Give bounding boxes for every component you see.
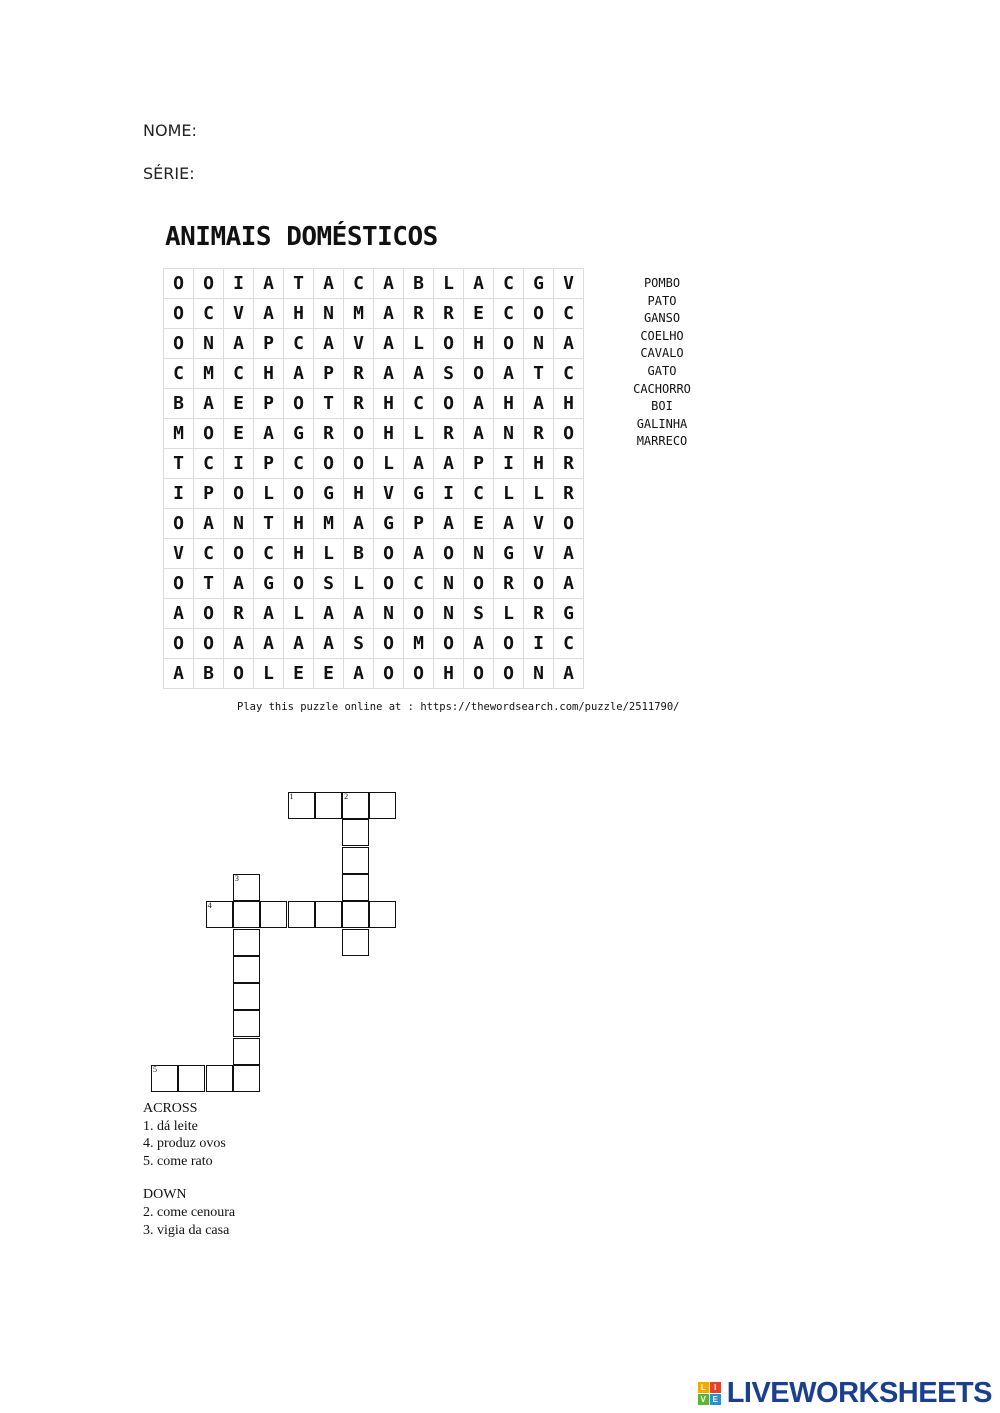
letter-cell[interactable]: N bbox=[314, 299, 344, 329]
grid-row bbox=[164, 269, 584, 299]
letter-cell[interactable]: O bbox=[434, 329, 464, 359]
letter-cell[interactable]: O bbox=[554, 419, 584, 449]
letter-cell[interactable]: N bbox=[194, 329, 224, 359]
crossword-cell[interactable] bbox=[342, 929, 369, 956]
crossword-cell[interactable] bbox=[288, 792, 315, 819]
letter-cell[interactable]: O bbox=[284, 389, 314, 419]
clue-number: 3 bbox=[234, 873, 239, 883]
letter-cell[interactable]: B bbox=[404, 269, 434, 299]
letter-cell[interactable]: R bbox=[344, 359, 374, 389]
letter-cell[interactable]: O bbox=[524, 569, 554, 599]
grid-row bbox=[164, 629, 584, 659]
crossword-cell[interactable] bbox=[260, 901, 287, 928]
letter-cell[interactable]: E bbox=[464, 299, 494, 329]
letter-cell[interactable]: R bbox=[554, 449, 584, 479]
letter-cell[interactable]: G bbox=[254, 569, 284, 599]
letter-cell[interactable]: V bbox=[344, 329, 374, 359]
letter-cell[interactable]: R bbox=[344, 389, 374, 419]
letter-cell[interactable]: A bbox=[374, 269, 404, 299]
letter-cell[interactable]: N bbox=[524, 329, 554, 359]
letter-cell[interactable]: O bbox=[404, 599, 434, 629]
letter-cell[interactable]: A bbox=[524, 389, 554, 419]
crossword-cell[interactable] bbox=[288, 901, 315, 928]
logo-tile: L bbox=[698, 1382, 709, 1393]
letter-cell[interactable]: C bbox=[494, 299, 524, 329]
letter-cell[interactable]: V bbox=[524, 509, 554, 539]
word-list-item: GATO bbox=[647, 363, 677, 378]
crossword-cell[interactable] bbox=[342, 847, 369, 874]
clue-number: 2 bbox=[344, 792, 349, 801]
crossword-cell[interactable] bbox=[206, 1065, 233, 1092]
letter-cell[interactable]: R bbox=[554, 479, 584, 509]
letter-cell[interactable]: O bbox=[194, 269, 224, 299]
letter-cell[interactable]: H bbox=[254, 359, 284, 389]
letter-cell[interactable]: O bbox=[164, 329, 194, 359]
word-list-item: COELHO bbox=[640, 328, 684, 343]
crossword-cell[interactable] bbox=[342, 874, 369, 901]
logo-tile: I bbox=[710, 1382, 721, 1393]
letter-cell[interactable]: N bbox=[464, 539, 494, 569]
grade-label: SÉRIE: bbox=[143, 164, 195, 183]
letter-cell[interactable]: M bbox=[164, 419, 194, 449]
crossword-cell[interactable] bbox=[151, 1065, 178, 1092]
letter-cell[interactable]: G bbox=[404, 479, 434, 509]
letter-cell[interactable]: O bbox=[554, 509, 584, 539]
letter-cell[interactable]: O bbox=[344, 449, 374, 479]
letter-cell[interactable]: C bbox=[404, 389, 434, 419]
grid-row bbox=[164, 329, 584, 359]
letter-cell[interactable]: P bbox=[254, 329, 284, 359]
grid-row bbox=[164, 509, 584, 539]
puzzle-online-link-text: Play this puzzle online at : https://thewordsearch.com/puzzle/2511790/ bbox=[237, 701, 680, 713]
crossword-cell[interactable] bbox=[233, 956, 260, 983]
across-clue-list bbox=[143, 1118, 235, 1171]
grid-row bbox=[164, 599, 584, 629]
letter-cell[interactable]: V bbox=[524, 539, 554, 569]
letter-cell[interactable]: O bbox=[494, 659, 524, 689]
letter-cell[interactable]: L bbox=[374, 449, 404, 479]
grid-row bbox=[164, 299, 584, 329]
letter-cell[interactable]: A bbox=[554, 329, 584, 359]
letter-cell[interactable]: S bbox=[434, 359, 464, 389]
letter-cell[interactable]: C bbox=[404, 569, 434, 599]
letter-cell[interactable]: P bbox=[464, 449, 494, 479]
letter-cell[interactable]: A bbox=[314, 599, 344, 629]
letter-cell[interactable]: A bbox=[464, 419, 494, 449]
letter-cell[interactable]: C bbox=[194, 299, 224, 329]
liveworksheets-brand bbox=[698, 1376, 992, 1410]
letter-cell[interactable]: A bbox=[314, 329, 344, 359]
letter-cell[interactable]: A bbox=[404, 449, 434, 479]
letter-cell[interactable]: O bbox=[224, 659, 254, 689]
crossword-cell[interactable] bbox=[342, 792, 369, 819]
letter-cell[interactable]: A bbox=[374, 329, 404, 359]
letter-cell[interactable]: A bbox=[374, 359, 404, 389]
letter-cell[interactable]: A bbox=[164, 659, 194, 689]
letter-cell[interactable]: A bbox=[194, 509, 224, 539]
letter-cell[interactable]: A bbox=[404, 539, 434, 569]
letter-cell[interactable]: V bbox=[164, 539, 194, 569]
word-list-item: GANSO bbox=[643, 311, 681, 326]
letter-cell[interactable]: E bbox=[314, 659, 344, 689]
word-list bbox=[622, 275, 702, 451]
letter-cell[interactable]: C bbox=[194, 539, 224, 569]
clue-item: 3. vigia da casa bbox=[143, 1222, 230, 1238]
letter-cell[interactable]: O bbox=[434, 389, 464, 419]
letter-cell[interactable]: B bbox=[344, 539, 374, 569]
letter-cell[interactable]: A bbox=[224, 569, 254, 599]
letter-cell[interactable]: T bbox=[254, 509, 284, 539]
letter-cell[interactable]: O bbox=[194, 419, 224, 449]
letter-cell[interactable]: C bbox=[224, 359, 254, 389]
letter-cell[interactable]: G bbox=[554, 599, 584, 629]
letter-cell[interactable]: E bbox=[224, 389, 254, 419]
letter-cell[interactable]: T bbox=[524, 359, 554, 389]
letter-cell[interactable]: E bbox=[224, 419, 254, 449]
letter-cell[interactable]: L bbox=[344, 569, 374, 599]
clue-item: 1. dá leite bbox=[143, 1118, 198, 1134]
letter-cell[interactable]: G bbox=[524, 269, 554, 299]
letter-cell[interactable]: A bbox=[434, 509, 464, 539]
crossword-cell[interactable] bbox=[178, 1065, 205, 1092]
letter-cell[interactable]: V bbox=[374, 479, 404, 509]
letter-cell[interactable]: A bbox=[404, 359, 434, 389]
letter-cell[interactable]: N bbox=[434, 599, 464, 629]
letter-cell[interactable]: M bbox=[344, 299, 374, 329]
grid-row bbox=[164, 539, 584, 569]
crossword-cell[interactable] bbox=[206, 901, 233, 928]
letter-cell[interactable]: L bbox=[494, 479, 524, 509]
letter-cell[interactable]: A bbox=[464, 269, 494, 299]
letter-cell[interactable]: L bbox=[524, 479, 554, 509]
letter-cell[interactable]: H bbox=[284, 539, 314, 569]
letter-cell[interactable]: B bbox=[194, 659, 224, 689]
letter-cell[interactable]: O bbox=[194, 599, 224, 629]
letter-cell[interactable]: O bbox=[404, 659, 434, 689]
name-label: NOME: bbox=[143, 121, 197, 140]
letter-cell[interactable]: R bbox=[404, 299, 434, 329]
down-title: DOWN bbox=[143, 1187, 187, 1203]
letter-cell[interactable]: L bbox=[404, 329, 434, 359]
letter-cell[interactable]: A bbox=[164, 599, 194, 629]
across-title: ACROSS bbox=[143, 1101, 198, 1116]
letter-cell[interactable]: A bbox=[314, 629, 344, 659]
letter-cell[interactable]: A bbox=[284, 629, 314, 659]
grid-row bbox=[164, 659, 584, 689]
letter-cell[interactable]: H bbox=[434, 659, 464, 689]
grid-row bbox=[164, 419, 584, 449]
letter-cell[interactable]: L bbox=[314, 539, 344, 569]
letter-cell[interactable]: H bbox=[464, 329, 494, 359]
letter-cell[interactable]: C bbox=[464, 479, 494, 509]
letter-cell[interactable]: A bbox=[554, 539, 584, 569]
letter-cell[interactable]: O bbox=[164, 509, 194, 539]
word-list-item: POMBO bbox=[643, 276, 681, 290]
logo-tile: V bbox=[698, 1394, 709, 1405]
letter-cell[interactable]: M bbox=[404, 629, 434, 659]
letter-cell[interactable]: M bbox=[314, 509, 344, 539]
letter-cell[interactable]: O bbox=[164, 629, 194, 659]
letter-cell[interactable]: P bbox=[254, 449, 284, 479]
clue-number: 1 bbox=[289, 792, 294, 801]
letter-cell[interactable]: H bbox=[554, 389, 584, 419]
crossword-cell[interactable] bbox=[315, 901, 342, 928]
letter-cell[interactable]: T bbox=[194, 569, 224, 599]
letter-cell[interactable]: G bbox=[374, 509, 404, 539]
letter-cell[interactable]: O bbox=[494, 329, 524, 359]
letter-cell[interactable]: R bbox=[494, 569, 524, 599]
letter-cell[interactable]: L bbox=[284, 599, 314, 629]
letter-cell[interactable]: O bbox=[164, 299, 194, 329]
letter-cell[interactable]: R bbox=[434, 299, 464, 329]
word-list-item: BOI bbox=[651, 399, 673, 414]
letter-cell[interactable]: H bbox=[494, 389, 524, 419]
brand-text: LIVEWORKSHEETS bbox=[726, 1376, 992, 1409]
letter-cell[interactable]: H bbox=[284, 509, 314, 539]
down-clue-list bbox=[143, 1204, 235, 1239]
letter-cell[interactable]: A bbox=[554, 659, 584, 689]
letter-cell[interactable]: P bbox=[254, 389, 284, 419]
letter-cell[interactable]: O bbox=[164, 569, 194, 599]
letter-cell[interactable]: I bbox=[224, 269, 254, 299]
letter-cell[interactable]: C bbox=[284, 449, 314, 479]
letter-cell[interactable]: V bbox=[224, 299, 254, 329]
letter-cell[interactable]: H bbox=[524, 449, 554, 479]
letter-cell[interactable]: G bbox=[314, 479, 344, 509]
crossword-clues bbox=[143, 1100, 235, 1239]
word-search-title: ANIMAIS DOMÉSTICOS bbox=[165, 222, 438, 252]
letter-cell[interactable]: B bbox=[164, 389, 194, 419]
letter-cell[interactable]: T bbox=[164, 449, 194, 479]
letter-cell[interactable]: O bbox=[374, 659, 404, 689]
letter-cell[interactable]: N bbox=[224, 509, 254, 539]
crossword-cell[interactable] bbox=[369, 901, 396, 928]
letter-cell[interactable]: E bbox=[284, 659, 314, 689]
crossword-cell[interactable] bbox=[233, 874, 260, 901]
letter-cell[interactable]: S bbox=[344, 629, 374, 659]
grid-row bbox=[164, 389, 584, 419]
letter-cell[interactable]: A bbox=[434, 449, 464, 479]
letter-cell[interactable]: A bbox=[554, 569, 584, 599]
letter-cell[interactable]: O bbox=[284, 479, 314, 509]
letter-cell[interactable]: O bbox=[344, 419, 374, 449]
letter-cell[interactable]: A bbox=[344, 509, 374, 539]
letter-cell[interactable]: N bbox=[524, 659, 554, 689]
word-list-item: MARRECO bbox=[636, 434, 688, 449]
letter-cell[interactable]: L bbox=[494, 599, 524, 629]
letter-cell[interactable]: I bbox=[164, 479, 194, 509]
letter-cell[interactable]: P bbox=[404, 509, 434, 539]
letter-cell[interactable]: A bbox=[224, 629, 254, 659]
clue-item: 5. come rato bbox=[143, 1153, 213, 1169]
letter-cell[interactable]: A bbox=[224, 329, 254, 359]
letter-cell[interactable]: A bbox=[464, 389, 494, 419]
letter-cell[interactable]: H bbox=[284, 299, 314, 329]
letter-cell[interactable]: O bbox=[224, 539, 254, 569]
crossword-cell[interactable] bbox=[233, 929, 260, 956]
clue-item: 2. come cenoura bbox=[143, 1204, 236, 1220]
letter-cell[interactable]: T bbox=[314, 389, 344, 419]
letter-cell[interactable]: I bbox=[224, 449, 254, 479]
letter-cell[interactable]: M bbox=[194, 359, 224, 389]
letter-cell[interactable]: C bbox=[344, 269, 374, 299]
grid-row bbox=[164, 449, 584, 479]
letter-cell[interactable]: I bbox=[434, 479, 464, 509]
crossword-cell[interactable] bbox=[315, 792, 342, 819]
letter-cell[interactable]: H bbox=[344, 479, 374, 509]
letter-cell[interactable]: A bbox=[374, 299, 404, 329]
word-search-grid bbox=[163, 268, 584, 689]
letter-cell[interactable]: C bbox=[284, 329, 314, 359]
letter-cell[interactable]: R bbox=[314, 419, 344, 449]
crossword-cell[interactable] bbox=[233, 983, 260, 1010]
letter-cell[interactable]: O bbox=[374, 539, 404, 569]
crossword-cell[interactable] bbox=[342, 819, 369, 846]
letter-cell[interactable]: A bbox=[314, 269, 344, 299]
letter-cell[interactable]: O bbox=[224, 479, 254, 509]
letter-cell[interactable]: O bbox=[464, 359, 494, 389]
letter-cell[interactable]: S bbox=[464, 599, 494, 629]
letter-cell[interactable]: A bbox=[494, 509, 524, 539]
letter-cell[interactable]: C bbox=[554, 629, 584, 659]
crossword-cell[interactable] bbox=[342, 901, 369, 928]
letter-cell[interactable]: C bbox=[194, 449, 224, 479]
letter-cell[interactable]: O bbox=[434, 539, 464, 569]
letter-cell[interactable]: N bbox=[434, 569, 464, 599]
letter-cell[interactable]: O bbox=[464, 659, 494, 689]
letter-cell[interactable]: O bbox=[464, 569, 494, 599]
letter-cell[interactable]: A bbox=[194, 389, 224, 419]
crossword-cell[interactable] bbox=[233, 1038, 260, 1065]
letter-cell[interactable]: L bbox=[434, 269, 464, 299]
letter-cell[interactable]: H bbox=[374, 419, 404, 449]
letter-cell[interactable]: C bbox=[494, 269, 524, 299]
letter-cell[interactable]: A bbox=[254, 419, 284, 449]
crossword-cell[interactable] bbox=[233, 901, 260, 928]
clue-number: 4 bbox=[207, 901, 212, 911]
letter-cell[interactable]: C bbox=[164, 359, 194, 389]
grid-row bbox=[164, 359, 584, 389]
letter-cell[interactable]: A bbox=[284, 359, 314, 389]
crossword-cell[interactable] bbox=[233, 1065, 260, 1092]
letter-cell[interactable]: L bbox=[254, 479, 284, 509]
letter-cell[interactable]: O bbox=[164, 269, 194, 299]
word-list-item: GALINHA bbox=[636, 416, 688, 431]
letter-cell[interactable]: C bbox=[554, 359, 584, 389]
letter-cell[interactable]: O bbox=[374, 629, 404, 659]
letter-cell[interactable]: R bbox=[524, 419, 554, 449]
letter-cell[interactable]: R bbox=[434, 419, 464, 449]
clue-item: 4. produz ovos bbox=[143, 1136, 226, 1152]
letter-cell[interactable]: A bbox=[254, 269, 284, 299]
grid-row bbox=[164, 479, 584, 509]
letter-cell[interactable]: A bbox=[344, 599, 374, 629]
letter-cell[interactable]: N bbox=[374, 599, 404, 629]
word-list-item: CAVALO bbox=[640, 346, 684, 361]
letter-cell[interactable]: O bbox=[284, 569, 314, 599]
letter-cell[interactable]: A bbox=[254, 299, 284, 329]
letter-cell[interactable]: L bbox=[404, 419, 434, 449]
liveworksheets-logo-icon bbox=[698, 1382, 721, 1405]
crossword-cell[interactable] bbox=[369, 792, 396, 819]
letter-cell[interactable]: I bbox=[524, 629, 554, 659]
clue-number: 5 bbox=[153, 1065, 157, 1074]
letter-cell[interactable]: E bbox=[464, 509, 494, 539]
letter-cell[interactable]: A bbox=[494, 359, 524, 389]
letter-cell[interactable]: O bbox=[524, 299, 554, 329]
letter-cell[interactable]: R bbox=[524, 599, 554, 629]
letter-cell[interactable]: O bbox=[314, 449, 344, 479]
letter-cell[interactable]: C bbox=[554, 299, 584, 329]
word-list-item: CACHORRO bbox=[633, 381, 691, 396]
letter-cell[interactable]: A bbox=[254, 629, 284, 659]
letter-cell[interactable]: G bbox=[494, 539, 524, 569]
letter-cell[interactable]: A bbox=[464, 629, 494, 659]
letter-cell[interactable]: O bbox=[374, 569, 404, 599]
crossword-cell[interactable] bbox=[233, 1010, 260, 1037]
letter-cell[interactable]: C bbox=[254, 539, 284, 569]
letter-cell[interactable]: O bbox=[494, 629, 524, 659]
letter-cell[interactable]: T bbox=[284, 269, 314, 299]
letter-cell[interactable]: S bbox=[314, 569, 344, 599]
letter-cell[interactable]: L bbox=[254, 659, 284, 689]
letter-cell[interactable]: O bbox=[194, 629, 224, 659]
logo-tile: E bbox=[710, 1394, 721, 1405]
letter-cell[interactable]: P bbox=[194, 479, 224, 509]
letter-cell[interactable]: P bbox=[314, 359, 344, 389]
letter-cell[interactable]: H bbox=[374, 389, 404, 419]
letter-cell[interactable]: A bbox=[344, 659, 374, 689]
letter-cell[interactable]: A bbox=[254, 599, 284, 629]
letter-cell[interactable]: I bbox=[494, 449, 524, 479]
letter-cell[interactable]: V bbox=[554, 269, 584, 299]
letter-cell[interactable]: N bbox=[494, 419, 524, 449]
word-list-item: PATO bbox=[647, 293, 677, 308]
letter-cell[interactable]: R bbox=[224, 599, 254, 629]
grid-row bbox=[164, 569, 584, 599]
letter-cell[interactable]: O bbox=[434, 629, 464, 659]
letter-cell[interactable]: G bbox=[284, 419, 314, 449]
